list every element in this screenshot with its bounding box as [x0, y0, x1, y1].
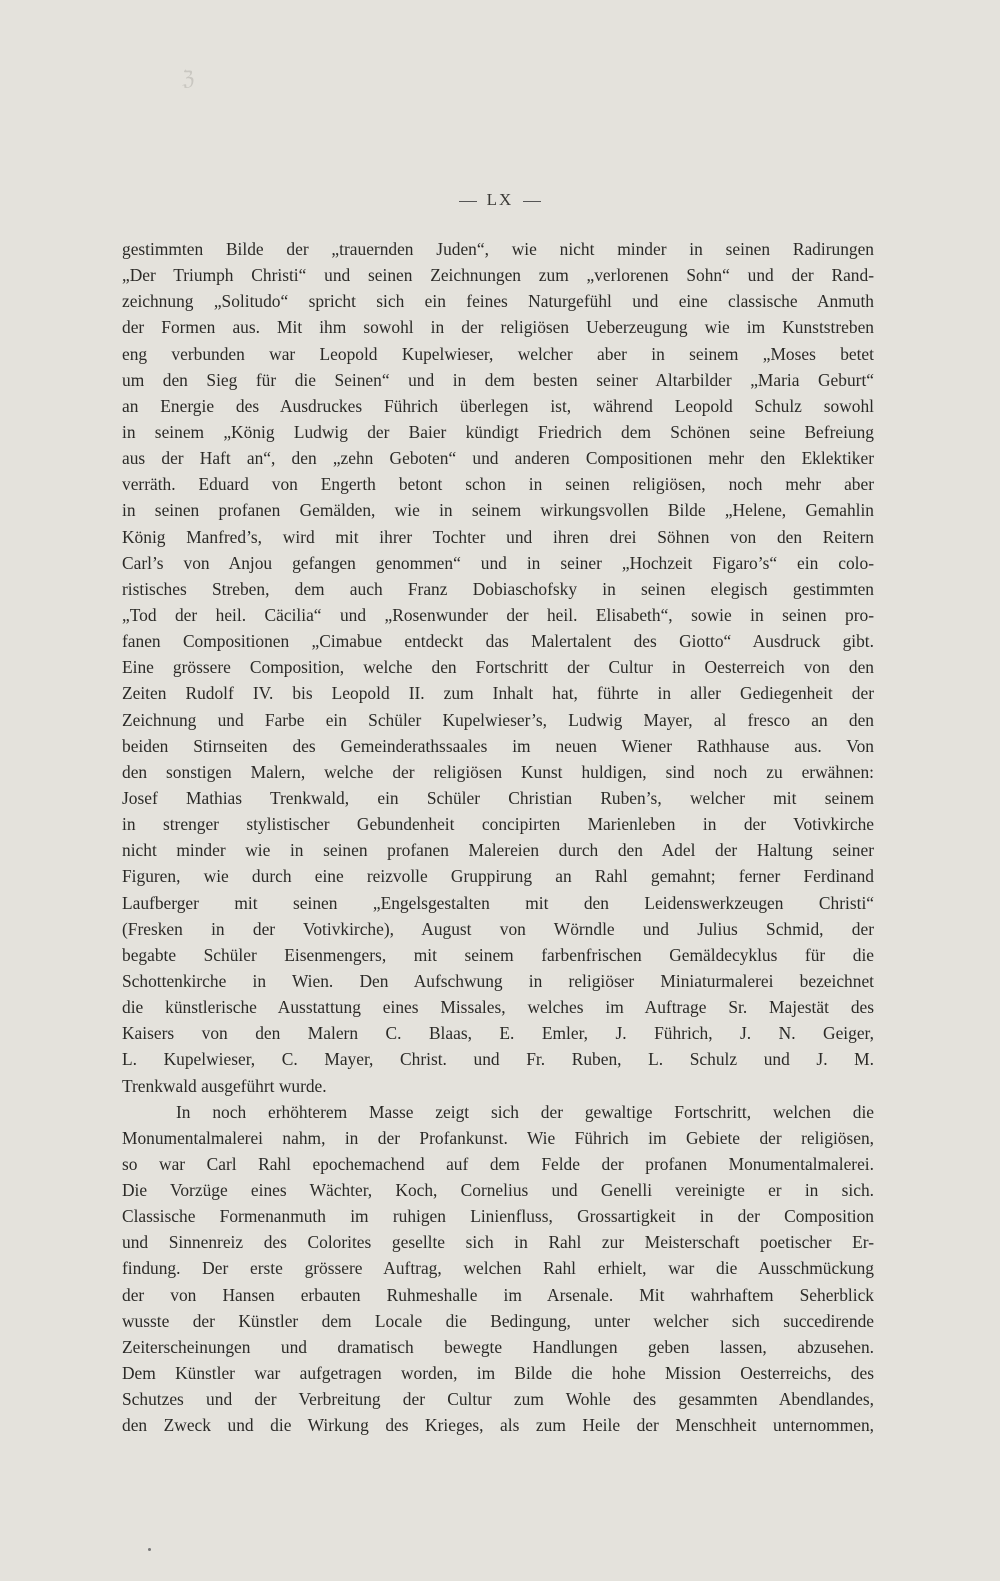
- text-line: In noch erhöhterem Masse zeigt sich der gewaltige Fortschritt, welchen die: [176, 1101, 874, 1122]
- text-line: der Formen aus. Mit ihm sowohl in der religiösen Ueberzeugung wie im Kunststreben: [122, 317, 874, 338]
- text-line: L. Kupelwieser, C. Mayer, Christ. und Fr. Ruben, L. Schulz und J. M.: [122, 1049, 874, 1070]
- text-line: um den Sieg für die Seinen“ und in dem besten seiner Altarbilder „Maria Geburt“: [122, 369, 874, 390]
- text-line: Carl’s von Anjou gefangen genommen“ und in seiner „Hochzeit Figaro’s“ ein colo-: [122, 552, 874, 573]
- text-line: die künstlerische Ausstattung eines Missales, welches im Auftrage Sr. Majestät des: [122, 997, 874, 1018]
- paragraph: [122, 236, 874, 1099]
- page-number: [0, 190, 1000, 210]
- text-line: Josef Mathias Trenkwald, ein Schüler Christian Ruben’s, welcher mit seinem: [122, 787, 874, 808]
- text-line: König Manfred’s, wird mit ihrer Tochter und ihren drei Söhnen von den Reitern: [122, 526, 874, 547]
- text-line: (Fresken in der Votivkirche), August von Wörndle und Julius Schmid, der: [122, 918, 874, 939]
- folio-dash-right: [523, 201, 541, 202]
- text-line: der von Hansen erbauten Ruhmeshalle im Arsenale. Mit wahrhaftem Seherblick: [122, 1284, 874, 1305]
- text-line: so war Carl Rahl epochemachend auf dem Felde der profanen Monumentalmalerei.: [122, 1153, 874, 1174]
- text-line: wusste der Künstler dem Locale die Bedingung, unter welcher sich succedirende: [122, 1310, 874, 1331]
- text-line: „Tod der heil. Cäcilia“ und „Rosenwunder der heil. Elisabeth“, sowie in seinen pro-: [122, 604, 874, 625]
- text-line: an Energie des Ausdruckes Führich überlegen ist, während Leopold Schulz sowohl: [122, 395, 874, 416]
- text-line: Kaisers von den Malern C. Blaas, E. Emler, J. Führich, J. N. Geiger,: [122, 1023, 874, 1044]
- text-line: Trenkwald ausgeführt wurde.: [122, 1075, 327, 1096]
- body-text: [122, 236, 874, 1438]
- text-line: Schutzes und der Verbreitung der Cultur zum Wohle des gesammten Abendlandes,: [122, 1389, 874, 1410]
- text-line: Monumentalmalerei nahm, in der Profankunst. Wie Führich im Gebiete der religiösen,: [122, 1127, 874, 1148]
- folio-label: LX: [486, 190, 514, 209]
- text-line: den sonstigen Malern, welche der religiösen Kunst huldigen, sind noch zu erwähnen:: [122, 761, 874, 782]
- text-line: in seinem „König Ludwig der Baier kündigt Friedrich dem Schönen seine Befreiung: [122, 421, 874, 442]
- text-line: zeichnung „Solitudo“ spricht sich ein feines Naturgefühl und eine classische Anmuth: [122, 291, 874, 312]
- text-line: Dem Künstler war aufgetragen worden, im Bilde die hohe Mission Oesterreichs, des: [122, 1363, 874, 1384]
- text-line: Laufberger mit seinen „Engelsgestalten mit den Leidenswerkzeugen Christi“: [122, 892, 874, 913]
- text-line: fanen Compositionen „Cimabue entdeckt das Malertalent des Giotto“ Ausdruck gibt.: [122, 631, 874, 652]
- text-line: Classische Formenanmuth im ruhigen Linienfluss, Grossartigkeit in der Composition: [122, 1206, 874, 1227]
- text-line: „Der Triumph Christi“ und seinen Zeichnungen zum „verlorenen Sohn“ und der Rand-: [122, 265, 874, 286]
- text-line: Schottenkirche in Wien. Den Aufschwung in religiöser Miniaturmalerei bezeichnet: [122, 970, 874, 991]
- text-line: ristisches Streben, dem auch Franz Dobiaschofsky in seinen elegisch gestimmten: [122, 578, 874, 599]
- text-line: den Zweck und die Wirkung des Krieges, als zum Heile der Menschheit unternommen,: [122, 1415, 874, 1436]
- folio-dash-left: [459, 201, 477, 202]
- text-line: Die Vorzüge eines Wächter, Koch, Cornelius und Genelli vereinigte er in sich.: [122, 1180, 874, 1201]
- text-line: Zeichnung und Farbe ein Schüler Kupelwieser’s, Ludwig Mayer, al fresco an den: [122, 709, 874, 730]
- paragraph: [122, 1099, 874, 1439]
- text-line: Zeiten Rudolf IV. bis Leopold II. zum Inhalt hat, führte in aller Gediegenheit der: [122, 683, 874, 704]
- text-line: aus der Haft an“, den „zehn Geboten“ und anderen Compositionen mehr den Eklektiker: [122, 448, 874, 469]
- text-line: findung. Der erste grössere Auftrag, welchen Rahl erhielt, war die Ausschmückung: [122, 1258, 874, 1279]
- text-line: in strenger stylistischer Gebundenheit concipirten Marienleben in der Votivkirche: [122, 814, 874, 835]
- text-line: nicht minder wie in seinen profanen Malereien durch den Adel der Haltung seiner: [122, 840, 874, 861]
- text-line: Figuren, wie durch eine reizvolle Gruppirung an Rahl gemahnt; ferner Ferdinand: [122, 866, 874, 887]
- text-line: beiden Stirnseiten des Gemeinderathssaales im neuen Wiener Rathhause aus. Von: [122, 735, 874, 756]
- ink-speck: [148, 1548, 151, 1551]
- text-line: und Sinnenreiz des Colorites gesellte sich in Rahl zur Meisterschaft poetischer Er-: [122, 1232, 874, 1253]
- text-line: in seinen profanen Gemälden, wie in seinem wirkungsvollen Bilde „Helene, Gemahlin: [122, 500, 874, 521]
- text-line: begabte Schüler Eisenmengers, mit seinem farbenfrischen Gemäldecyklus für die: [122, 944, 874, 965]
- text-line: gestimmten Bilde der „trauernden Juden“, wie nicht minder in seinen Radirungen: [122, 239, 874, 259]
- text-line: verräth. Eduard von Engerth betont schon in seinen religiösen, noch mehr aber: [122, 474, 874, 495]
- text-line: eng verbunden war Leopold Kupelwieser, welcher aber in seinem „Moses betet: [122, 343, 874, 364]
- text-line: Eine grössere Composition, welche den Fortschritt der Cultur in Oesterreich von den: [122, 657, 874, 678]
- bleed-through-mark: ℨ: [182, 68, 195, 90]
- text-line: Zeiterscheinungen und dramatisch bewegte Handlungen geben lassen, abzusehen.: [122, 1336, 874, 1357]
